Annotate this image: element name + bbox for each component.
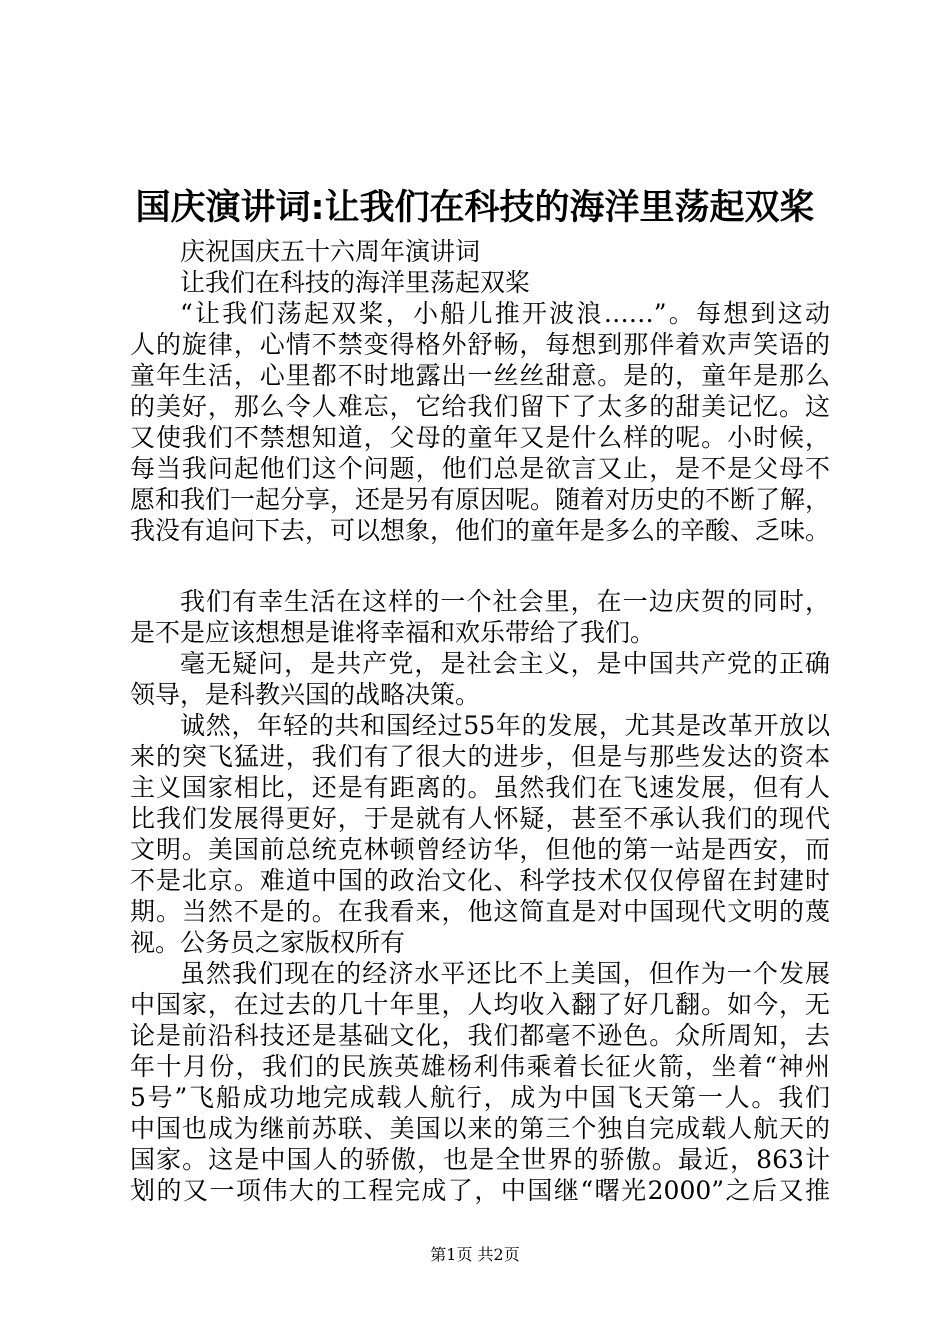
text-line: 文明。美国前总统克林顿曾经访华，但他的第一站是西安，而 <box>130 835 830 864</box>
text-line: 国家。这是中国人的骄傲，也是全世界的骄傲。最近，863计 <box>130 1145 830 1174</box>
text-line: 主义国家相比，还是有距离的。虽然我们在飞速发展，但有人 <box>130 773 830 802</box>
text-line: 是不是应该想想是谁将幸福和欢乐带给了我们。 <box>130 618 656 647</box>
text-line: 人的旋律，心情不禁变得格外舒畅，每想到那伴着欢声笑语的 <box>130 330 830 359</box>
text-line: 诚然，年轻的共和国经过55年的发展，尤其是改革开放以 <box>180 711 830 740</box>
text-line: 论是前沿科技还是基础文化，我们都毫不逊色。众所周知，去 <box>130 1021 830 1050</box>
text-line: 来的突飞猛进，我们有了很大的进步，但是与那些发达的资本 <box>130 742 830 771</box>
text-line: 比我们发展得更好，于是就有人怀疑，甚至不承认我们的现代 <box>130 804 830 833</box>
document-body <box>130 236 830 1206</box>
text-line: 我们有幸生活在这样的一个社会里，在一边庆贺的同时， <box>180 587 830 616</box>
text-line: 虽然我们现在的经济水平还比不上美国，但作为一个发展 <box>180 959 830 988</box>
page-footer: 第1页 共2页 <box>430 1245 520 1264</box>
text-line: 又使我们不禁想知道，父母的童年又是什么样的呢。小时候， <box>130 423 830 452</box>
text-line: 童年生活，心里都不时地露出一丝丝甜意。是的，童年是那么 <box>130 361 830 390</box>
text-line: 年十月份，我们的民族英雄杨利伟乘着长征火箭，坐着“神州 <box>130 1052 830 1081</box>
document-title: 国庆演讲词:让我们在科技的海洋里荡起双桨 <box>135 188 815 228</box>
text-line: 中国家，在过去的几十年里，人均收入翻了好几翻。如今，无 <box>130 990 830 1019</box>
text-line: 5号”飞船成功地完成载人航行，成为中国飞天第一人。我们 <box>130 1083 830 1112</box>
text-line: 不是北京。难道中国的政治文化、科学技术仅仅停留在封建时 <box>130 866 830 895</box>
text-line: 庆祝国庆五十六周年演讲词 <box>180 237 481 266</box>
text-line: 期。当然不是的。在我看来，他这简直是对中国现代文明的蔑 <box>130 897 830 926</box>
text-line: 的美好，那么令人难忘，它给我们留下了太多的甜美记忆。这 <box>130 392 830 421</box>
text-line: 让我们在科技的海洋里荡起双桨 <box>180 268 531 297</box>
text-line: 领导，是科教兴国的战略决策。 <box>130 680 481 709</box>
text-line: 我没有追问下去，可以想象，他们的童年是多么的辛酸、乏味。 <box>130 516 831 545</box>
blank-line <box>130 546 830 586</box>
text-line: “让我们荡起双桨，小船儿推开波浪……”。每想到这动 <box>180 299 830 328</box>
text-line: 划的又一项伟大的工程完成了，中国继“曙光2000”之后又推 <box>130 1176 830 1205</box>
text-line: 中国也成为继前苏联、美国以来的第三个独自完成载人航天的 <box>130 1114 830 1143</box>
text-line: 视。公务员之家版权所有 <box>130 928 406 957</box>
text-line: 愿和我们一起分享，还是另有原因呢。随着对历史的不断了解， <box>130 485 831 514</box>
text-line: 毫无疑问，是共产党，是社会主义，是中国共产党的正确 <box>180 649 830 678</box>
text-line: 每当我问起他们这个问题，他们总是欲言又止，是不是父母不 <box>130 454 830 483</box>
